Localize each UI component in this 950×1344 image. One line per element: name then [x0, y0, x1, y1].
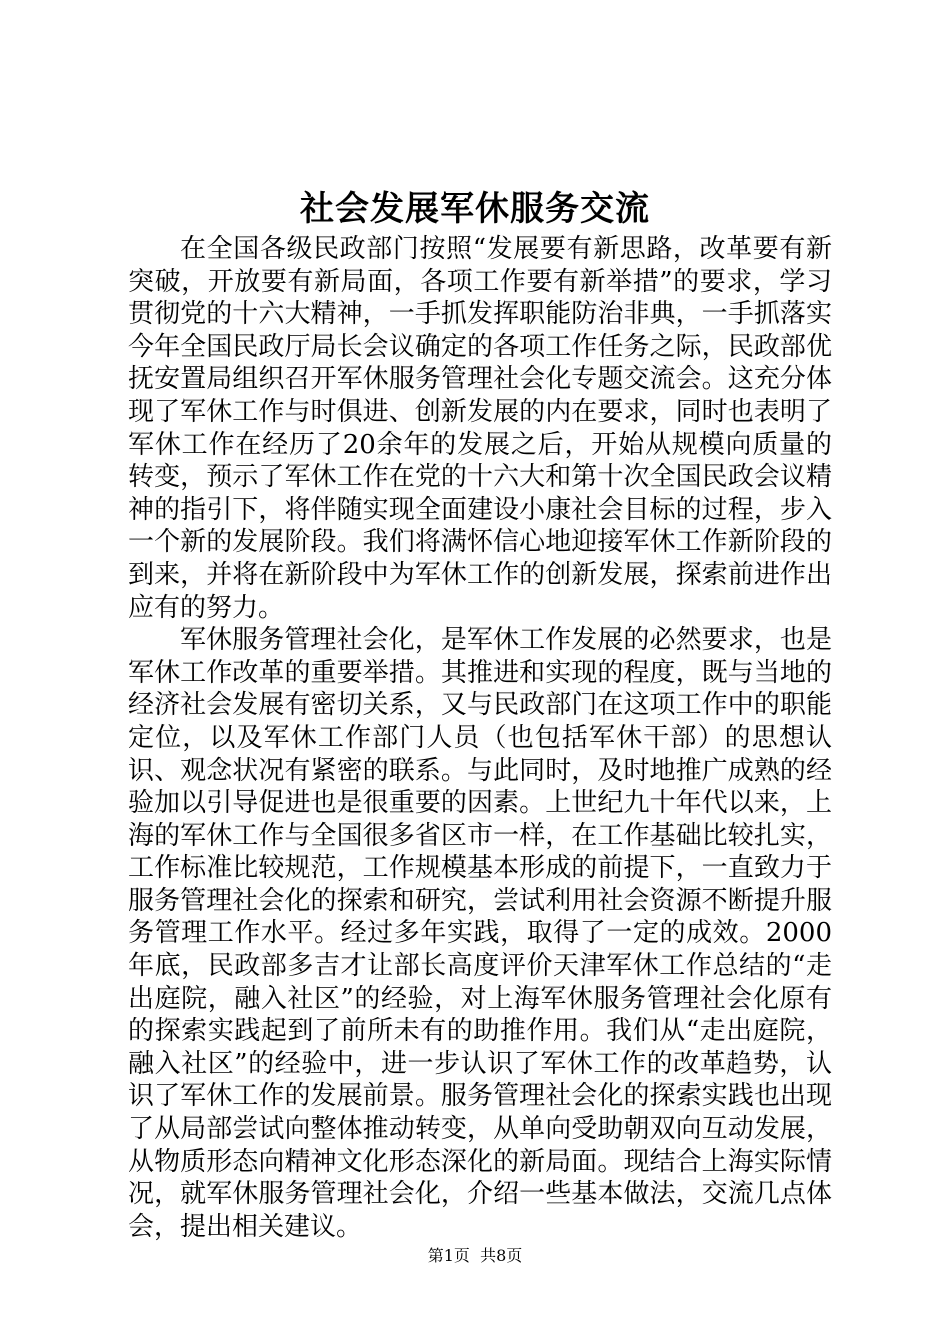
- page-total: 共8页: [480, 1246, 523, 1265]
- document-body: [128, 233, 832, 1243]
- document-title: 社会发展军休服务交流: [300, 189, 650, 229]
- paragraph-2: 军休服务管理社会化，是军休工作发展的必然要求，也是军休工作改革的重要举措。其推进和实现的程度，既与当地的经济社会发展有密切关系，又与民政部门在这项工作中的职能定位，以及军休工作部门人员（也包括军休干部）的思想认识、观念状况有紧密的联系。与此同时，及时地推广成熟的经验加以引导促进也是很重要的因素。上世纪九十年代以来，上海的军休工作与全国很多省区市一样，在工作基础比较扎实，工作标准比较规范，工作规模基本形成的前提下，一直致力于服务管理社会化的探索和研究，尝试利用社会资源不断提升服务管理工作水平。经过多年实践，取得了一定的成效。2000年底，民政部多吉才让部长高度评价天津军休工作总结的“走出庭院，融入社区”的经验，对上海军休服务管理社会化原有的探索实践起到了前所未有的助推作用。我们从“走出庭院，融入社区”的经验中，进一步认识了军休工作的改革趋势，认识了军休工作的发展前景。服务管理社会化的探索实践也出现了从局部尝试向整体推动转变，从单向受助朝双向互动发展，从物质形态向精神文化形态深化的新局面。现结合上海实际情况，就军休服务管理社会化，介绍一些基本做法，交流几点体会，提出相关建议。: [128, 625, 832, 1242]
- paragraph-1: 在全国各级民政部门按照“发展要有新思路，改革要有新突破，开放要有新局面，各项工作要有新举措”的要求，学习贯彻党的十六大精神，一手抓发挥职能防治非典，一手抓落实今年全国民政厅局长会议确定的各项工作任务之际，民政部优抚安置局组织召开军休服务管理社会化专题交流会。这充分体现了军休工作与时俱进、创新发展的内在要求，同时也表明了军休工作在经历了20余年的发展之后，开始从规模向质量的转变，预示了军休工作在党的十六大和第十次全国民政会议精神的指引下，将伴随实现全面建设小康社会目标的过程，步入一个新的发展阶段。我们将满怀信心地迎接军休工作新阶段的到来，并将在新阶段中为军休工作的创新发展，探索前进作出应有的努力。: [128, 234, 832, 623]
- page-number: 第1页: [427, 1246, 470, 1265]
- page-footer: [0, 1245, 950, 1267]
